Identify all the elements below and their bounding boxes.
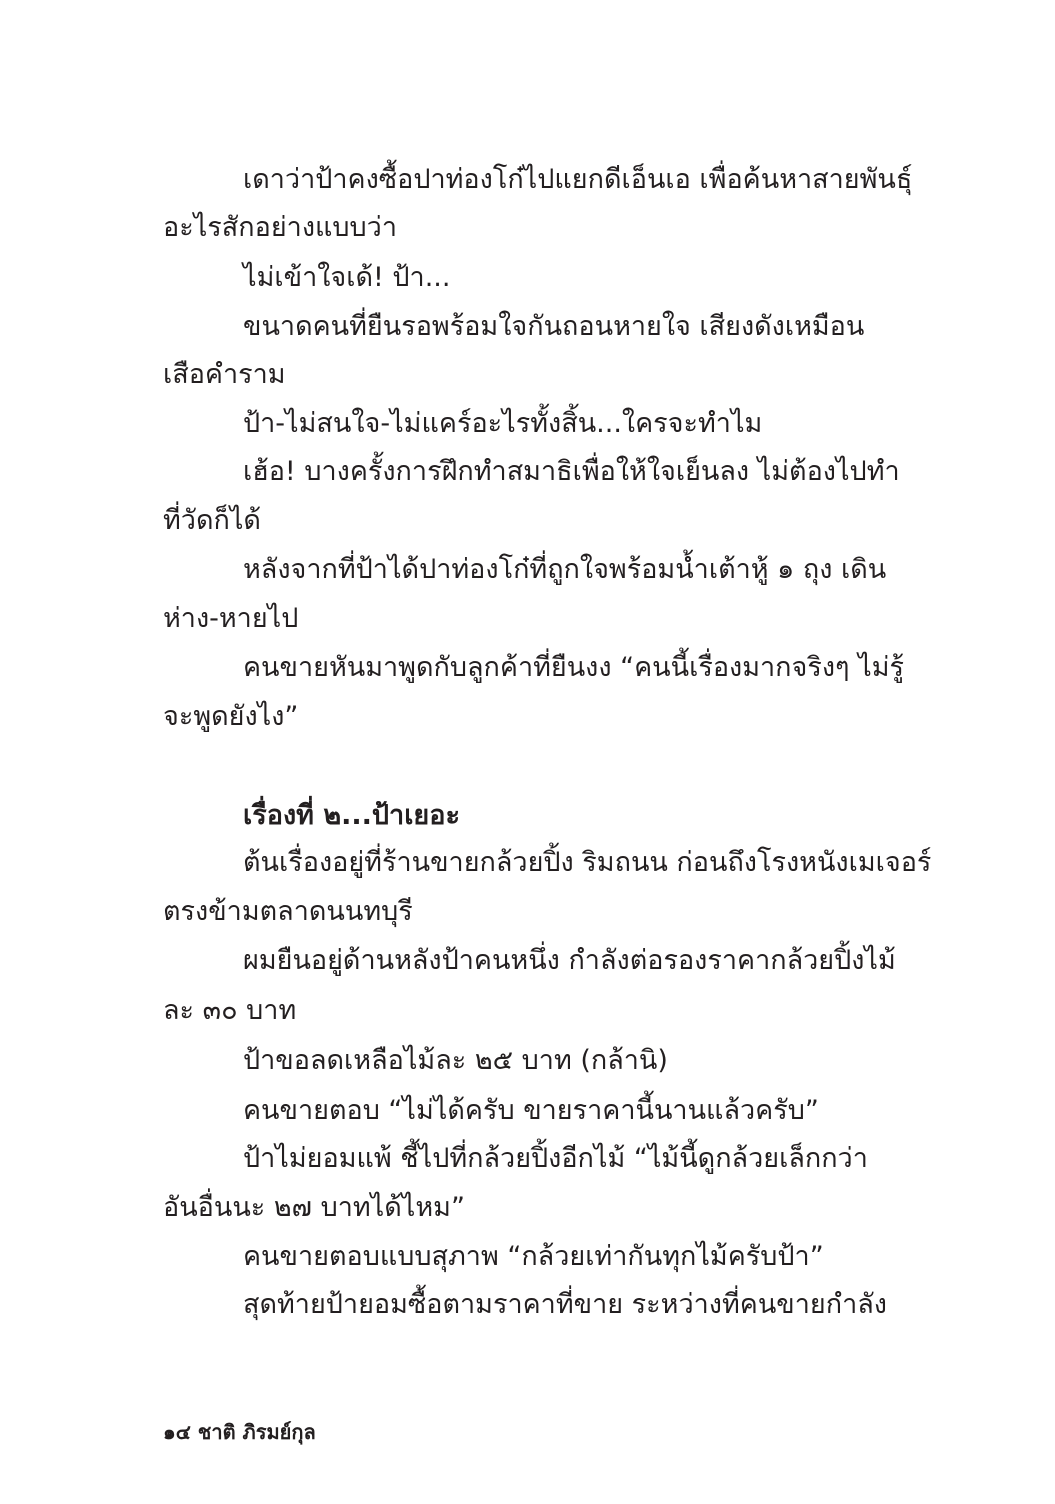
paragraph-line: ต้นเรื่องอยู่ที่ร้านขายกล้วยปิ้ง ริมถนน ก่อนถึงโรงหนังเมเจอร์ xyxy=(243,847,932,878)
paragraph-line: ผมยืนอยู่ด้านหลังป้าคนหนึ่ง กำลังต่อรองราคากล้วยปิ้งไม้ xyxy=(243,945,896,976)
paragraph-line: คนขายตอบ “ไม่ได้ครับ ขายราคานี้นานแล้วครับ” xyxy=(243,1095,819,1126)
paragraph-line: ตรงข้ามตลาดนนทบุรี xyxy=(163,896,413,927)
paragraph-line: ป้าไม่ยอมแพ้ ชี้ไปที่กล้วยปิ้งอีกไม้ “ไม้นี้ดูกล้วยเล็กกว่า xyxy=(243,1143,868,1174)
paragraph-line: เฮ้อ! บางครั้งการฝึกทำสมาธิเพื่อให้ใจเย็นลง ไม่ต้องไปทำ xyxy=(243,456,900,487)
paragraph-line: ไม่เข้าใจเด้! ป้า... xyxy=(243,262,451,293)
paragraph-line: คนขายหันมาพูดกับลูกค้าที่ยืนงง “คนนี้เรื่องมากจริงๆ ไม่รู้ xyxy=(243,652,904,683)
section-heading: เรื่องที่ ๒...ป้าเยอะ xyxy=(243,800,460,831)
paragraph-line: ละ ๓๐ บาท xyxy=(163,995,297,1026)
paragraph-line: จะพูดยังไง” xyxy=(163,701,299,732)
paragraph-line: เสือคำราม xyxy=(163,359,286,390)
paragraph-line: ป้า-ไม่สนใจ-ไม่แคร์อะไรทั้งสิ้น...ใครจะทำไม xyxy=(243,408,763,439)
paragraph-line: อะไรสักอย่างแบบว่า xyxy=(163,212,398,243)
paragraph-line: หลังจากที่ป้าได้ปาท่องโก๋ที่ถูกใจพร้อมน้ำเต้าหู้ ๑ ถุง เดิน xyxy=(243,554,887,585)
paragraph-line: ป้าขอลดเหลือไม้ละ ๒๕ บาท (กล้านิ) xyxy=(243,1045,668,1076)
paragraph-line: ที่วัดก็ได้ xyxy=(163,505,261,536)
paragraph-line: อันอื่นนะ ๒๗ บาทได้ไหม” xyxy=(163,1192,465,1223)
page-footer: ๑๔ ชาติ ภิรมย์กุล xyxy=(163,1420,316,1444)
paragraph-line: เดาว่าป้าคงซื้อปาท่องโก๋ไปแยกดีเอ็นเอ เพื่อค้นหาสายพันธุ์ xyxy=(243,164,913,195)
paragraph-line: ขนาดคนที่ยืนรอพร้อมใจกันถอนหายใจ เสียงดังเหมือน xyxy=(243,311,865,342)
paragraph-line: ห่าง-หายไป xyxy=(163,603,299,634)
paragraph-line: สุดท้ายป้ายอมซื้อตามราคาที่ขาย ระหว่างที่คนขายกำลัง xyxy=(243,1289,887,1320)
paragraph-line: คนขายตอบแบบสุภาพ “กล้วยเท่ากันทุกไม้ครับป้า” xyxy=(243,1241,824,1272)
